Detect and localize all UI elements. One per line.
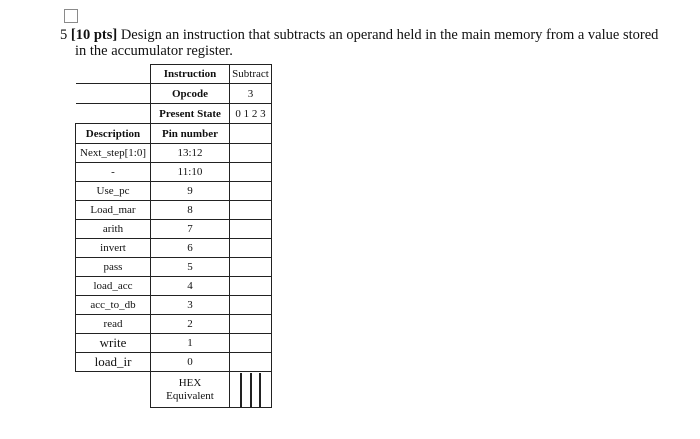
pin-cell: 13:12 bbox=[151, 144, 230, 163]
state-cell[interactable] bbox=[230, 334, 272, 353]
state-cell[interactable] bbox=[230, 353, 272, 372]
present-state-label: Present State bbox=[151, 104, 230, 124]
hex-digit-cell[interactable] bbox=[242, 373, 252, 407]
state-cell[interactable] bbox=[230, 296, 272, 315]
hex-digit-cell[interactable] bbox=[261, 373, 269, 407]
description-cell: load_acc bbox=[76, 277, 151, 296]
present-state-value: 0 1 2 3 bbox=[230, 104, 272, 124]
description-cell: Next_step[1:0] bbox=[76, 144, 151, 163]
opcode-value: 3 bbox=[230, 84, 272, 104]
blank-cell bbox=[76, 372, 151, 408]
instruction-value: Subtract bbox=[230, 65, 272, 84]
description-header: Description bbox=[76, 124, 151, 144]
pin-cell: 0 bbox=[151, 353, 230, 372]
state-cell[interactable] bbox=[230, 258, 272, 277]
pin-cell: 5 bbox=[151, 258, 230, 277]
question-text bbox=[60, 27, 690, 59]
state-cell[interactable] bbox=[230, 144, 272, 163]
instruction-label: Instruction bbox=[151, 65, 230, 84]
pin-cell: 6 bbox=[151, 239, 230, 258]
state-cell[interactable] bbox=[230, 124, 272, 144]
state-cell[interactable] bbox=[230, 220, 272, 239]
pin-cell: 7 bbox=[151, 220, 230, 239]
state-cell[interactable] bbox=[230, 277, 272, 296]
description-cell: pass bbox=[76, 258, 151, 277]
microcode-table bbox=[75, 64, 272, 408]
pin-cell: 9 bbox=[151, 182, 230, 201]
hex-label bbox=[151, 372, 230, 408]
question-points: [10 pts] bbox=[70, 27, 118, 43]
hex-label-line1: HEX bbox=[178, 376, 202, 389]
question-text-line2: in the accumulator register. bbox=[75, 43, 233, 59]
description-cell: acc_to_db bbox=[76, 296, 151, 315]
blank-cell bbox=[76, 84, 151, 104]
description-cell: Load_mar bbox=[76, 201, 151, 220]
hex-label-line2: Equivalent bbox=[166, 389, 214, 402]
pin-cell: 3 bbox=[151, 296, 230, 315]
pin-cell: 4 bbox=[151, 277, 230, 296]
description-cell: Use_pc bbox=[76, 182, 151, 201]
blank-cell bbox=[76, 65, 151, 84]
state-cell[interactable] bbox=[230, 182, 272, 201]
question-text-line1: Design an instruction that subtracts an operand held in the main memory from a value stored bbox=[120, 27, 659, 43]
state-cell[interactable] bbox=[230, 239, 272, 258]
description-cell: write bbox=[76, 334, 151, 353]
opcode-label: Opcode bbox=[151, 84, 230, 104]
description-cell: load_ir bbox=[76, 353, 151, 372]
hex-equivalent-cells bbox=[230, 372, 272, 408]
blank-cell bbox=[76, 104, 151, 124]
description-cell: invert bbox=[76, 239, 151, 258]
state-cell[interactable] bbox=[230, 163, 272, 182]
hex-digit-cell[interactable] bbox=[252, 373, 262, 407]
pin-cell: 11:10 bbox=[151, 163, 230, 182]
pin-cell: 2 bbox=[151, 315, 230, 334]
pin-cell: 8 bbox=[151, 201, 230, 220]
description-cell: - bbox=[76, 163, 151, 182]
pin-cell: 1 bbox=[151, 334, 230, 353]
description-cell: arith bbox=[76, 220, 151, 239]
question-checkbox[interactable] bbox=[64, 9, 78, 23]
hex-digit-cell[interactable] bbox=[232, 373, 242, 407]
pin-number-header: Pin number bbox=[151, 124, 230, 144]
state-cell[interactable] bbox=[230, 315, 272, 334]
question-number: 5 bbox=[60, 27, 68, 43]
description-cell: read bbox=[76, 315, 151, 334]
state-cell[interactable] bbox=[230, 201, 272, 220]
